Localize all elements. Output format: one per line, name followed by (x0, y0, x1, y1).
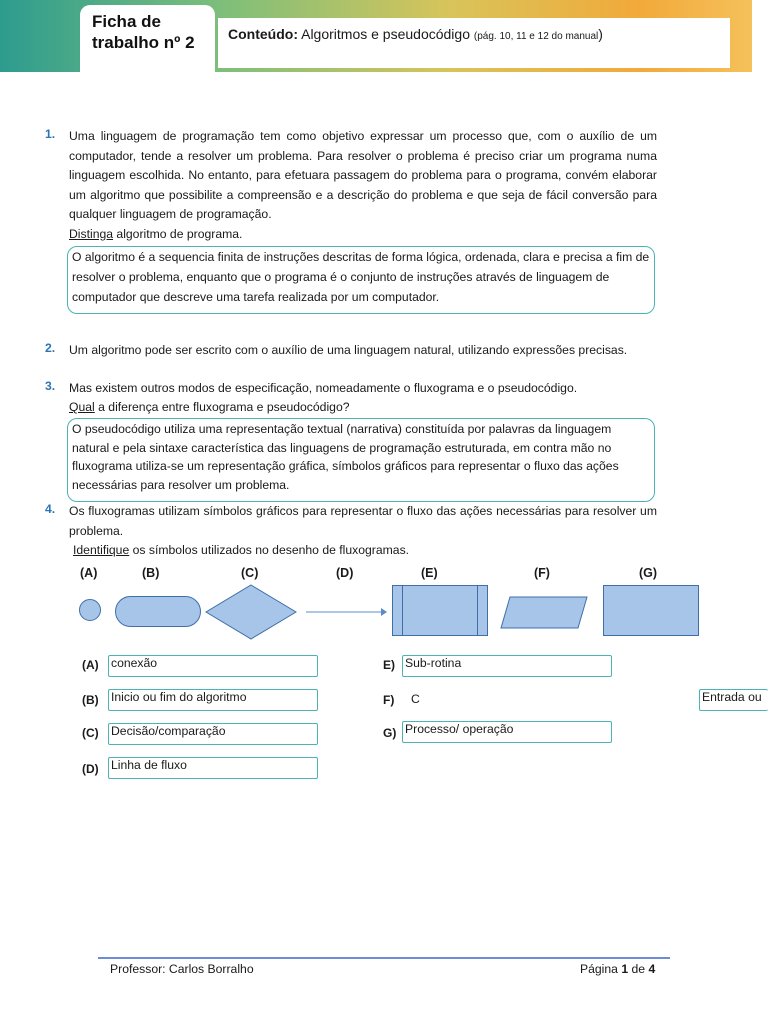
answer-field-g[interactable]: Processo/ operação (402, 721, 612, 743)
q3-number: 3. (45, 379, 56, 393)
answer-field-d[interactable]: Linha de fluxo (108, 757, 318, 779)
symbol-label-e: (E) (421, 566, 438, 580)
connector-circle-shape (79, 599, 101, 621)
answer-label-c: (C) (82, 726, 99, 740)
content-ref: (pág. 10, 11 e 12 do manual (473, 31, 599, 42)
q4-text: Os fluxogramas utilizam símbolos gráficos para representar o fluxo das ações necessárias para resolver um problema. (69, 504, 657, 538)
subroutine-shape (392, 585, 488, 636)
symbol-label-b: (B) (142, 566, 160, 580)
answer-field-e[interactable]: Sub-rotina (402, 655, 612, 677)
footer-page-number (580, 962, 655, 976)
q1-number: 1. (45, 127, 56, 141)
q1-text: Uma linguagem de programação tem como objetivo expressar um processo que, com o auxílio de um computador, tende a resolver um problema. Para resolver o problema é preciso criar um programa numa linguagem escolhida. No entanto, para efetuara passagem do problema para o programa, convém elaborar um algoritmo que possibilite a compreensão e a descrição do problema e que seja de fácil conversão para qualquer linguagem de programação. (69, 129, 657, 221)
answer-label-b: (B) (82, 693, 99, 707)
answer-field-c[interactable]: Decisão/comparação (108, 723, 318, 745)
page-mid: de (628, 962, 649, 976)
q1-task (69, 225, 657, 245)
content-line (228, 26, 603, 42)
terminal-rounded-shape (115, 596, 201, 627)
q4-task (73, 541, 661, 561)
q4-number: 4. (45, 502, 56, 516)
q3-text: Mas existem outros modos de especificação, nomeadamente o fluxograma e o pseudocódigo. (69, 381, 578, 395)
content-close: ) (598, 26, 603, 42)
answer-label-d: (D) (82, 762, 99, 776)
q3-answer-box[interactable]: O pseudocódigo utiliza uma representação textual (narrativa) constituída por palavras da linguagem natural e pela sintaxe característica das linguagens de programação estruturada, em contra mão no fluxograma utiliza-se um representação gráfica, símbolos gráficos para representar o fluxo das ações necessárias para resolver um problema. (67, 418, 655, 502)
answer-field-a[interactable]: conexão (108, 655, 318, 677)
q2-text: Um algoritmo pode ser escrito com o auxílio de uma linguagem natural, utilizando expressões precisas. (69, 343, 628, 357)
content-label: Conteúdo: (228, 26, 298, 42)
answer-label-a: (A) (82, 658, 99, 672)
answer-label-f: F) (383, 693, 395, 707)
decision-diamond-shape (205, 584, 297, 640)
content-box (218, 18, 730, 68)
answer-field-overflow[interactable]: Entrada ou (699, 689, 768, 711)
footer-divider (98, 957, 670, 959)
q4-task-rest: os símbolos utilizados no desenho de fluxogramas. (129, 543, 410, 557)
page-total: 4 (648, 962, 656, 976)
answer-value-f[interactable]: C (411, 692, 420, 706)
answer-label-e: E) (383, 658, 395, 672)
q1-task-rest: algoritmo de programa. (113, 227, 243, 241)
input-output-parallelogram-shape (500, 596, 588, 629)
symbol-label-c: (C) (241, 566, 259, 580)
page-prefix: Página (580, 962, 622, 976)
symbol-label-f: (F) (534, 566, 550, 580)
q1-task-verb: Distinga (69, 227, 114, 241)
answer-label-g: G) (383, 726, 397, 740)
answer-field-b[interactable]: Inicio ou fim do algoritmo (108, 689, 318, 711)
symbol-label-a: (A) (80, 566, 98, 580)
content-text: Algoritmos e pseudocódigo (301, 26, 470, 42)
symbol-label-d: (D) (336, 566, 354, 580)
worksheet-title-box (80, 5, 215, 77)
q3-task (69, 398, 657, 418)
page-current: 1 (621, 962, 629, 976)
q4-task-verb: Identifique (73, 543, 130, 557)
q3-task-rest: a diferença entre fluxograma e pseudocódigo? (94, 400, 350, 414)
q1-answer-box[interactable]: O algoritmo é a sequencia finita de instruções descritas de forma lógica, ordenada, clara e precisa a fim de resolver o problema, enquanto que o programa é o conjunto de instruções através de linguagem de computador que descreve uma tarefa realizada por um computador. (67, 246, 655, 314)
footer-professor: Professor: Carlos Borralho (110, 962, 254, 976)
process-rectangle-shape (603, 585, 699, 636)
q3-task-verb: Qual (69, 400, 95, 414)
symbol-label-g: (G) (639, 566, 658, 580)
worksheet-title: Ficha de trabalho nº 2 (92, 12, 195, 52)
flow-line-arrow (305, 606, 387, 618)
q2-number: 2. (45, 341, 56, 355)
